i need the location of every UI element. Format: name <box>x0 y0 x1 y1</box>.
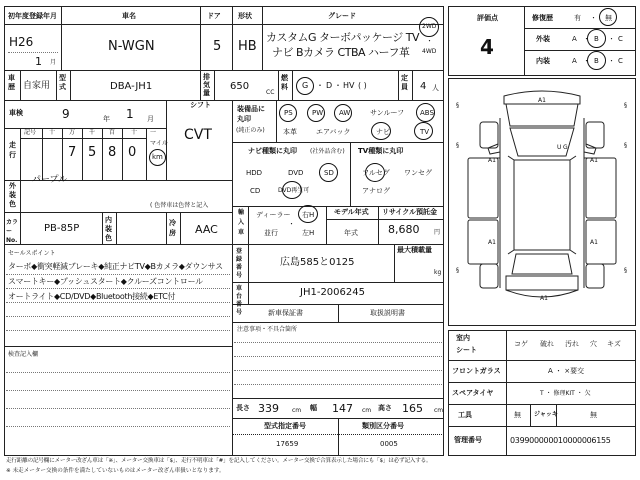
max-load-label: 最大積載量 <box>397 246 432 254</box>
grade-label: グレード <box>328 12 356 20</box>
mileage-label: 走行 <box>9 141 16 159</box>
fuel-label: 燃料 <box>281 74 288 91</box>
front-glass-value: A ・ ×要交 <box>548 367 585 375</box>
equipment-tv-circle <box>414 122 433 140</box>
mileage-digit-100: 8 <box>108 145 117 160</box>
footnote-line2: ※ 未走メーター交換の条件を満たしていないものはメーター改ざん車扱いとなります。 <box>6 468 225 474</box>
interior-grade-c: C <box>618 57 623 65</box>
equipment-abs-circle <box>416 103 435 122</box>
interior-grade-label: 内装 <box>536 57 550 65</box>
inspection-year: 9 <box>62 107 70 121</box>
equipment-leather: 本革 <box>283 128 297 136</box>
recycle-yen: 円 <box>434 229 441 236</box>
jack-value: 無 <box>590 411 597 419</box>
diagram-mark-a1-rear: A1 <box>540 295 548 302</box>
tv-analog: アナログ <box>362 187 390 195</box>
displacement-value: 650 <box>230 81 250 92</box>
type-value: DBA-JH1 <box>110 81 153 92</box>
fuel-sep2: ・ <box>334 81 342 90</box>
height-label: 高さ <box>378 404 392 412</box>
type-label: 型式 <box>59 74 66 91</box>
repair-none-circle <box>599 8 617 26</box>
model-year-label: モデル年式 <box>334 208 369 216</box>
exterior-grade-b: B <box>594 35 599 43</box>
equipment-aw: AW <box>339 109 351 117</box>
mileage-digit-10k: 7 <box>68 145 77 160</box>
drive-dot: ・ <box>426 37 433 45</box>
category-value: 0005 <box>380 440 398 448</box>
drive-4wd: 4WD <box>422 48 437 55</box>
inspection-month-unit: 月 <box>147 115 154 123</box>
navi-cd: CD <box>250 187 261 195</box>
registration-label: 登録番号 <box>236 248 243 279</box>
inspection-month: 1 <box>126 107 134 121</box>
use-label: 車歴 <box>8 74 15 91</box>
interior-sheet-label-1: 室内 <box>456 334 470 342</box>
grade-line1: カスタムG ターボパッケージ TV <box>266 31 420 44</box>
evaluation-label: 評価点 <box>477 14 498 22</box>
mileage-col-100k: 十 <box>49 129 56 136</box>
equipment-sunroof: サンルーフ <box>370 109 405 117</box>
interior-sheet-item-hole: 穴 <box>590 340 597 348</box>
fuel-hv: HV <box>343 81 355 90</box>
model-name: N-WGN <box>108 39 155 54</box>
mileage-digit-1k: 5 <box>88 145 97 160</box>
length-value: 339 <box>258 402 279 415</box>
tv-oneseg: ワンセグ <box>404 169 432 177</box>
fuel-paren: ( ) <box>358 81 367 90</box>
model-name-label: 車名 <box>122 12 136 20</box>
fuel-sep1: ・ <box>316 81 324 90</box>
inspection-label: 車検 <box>9 109 23 117</box>
navi-hdd: HDD <box>246 169 263 177</box>
width-value: 147 <box>332 402 353 415</box>
mileage-col-10k: 万 <box>69 129 76 136</box>
capacity-unit: 人 <box>432 84 439 92</box>
first-reg-month-unit: 月 <box>50 59 57 66</box>
displacement-label: 排気量 <box>203 73 210 97</box>
height-value: 165 <box>402 402 423 415</box>
shift-value: CVT <box>184 127 212 143</box>
width-label: 幅 <box>310 404 317 412</box>
interior-grade-sep1: ・ <box>583 57 590 65</box>
exterior-grade-a: A <box>572 35 577 43</box>
interior-sheet-item-burn: コゲ <box>514 340 528 348</box>
height-unit: cm <box>434 407 444 414</box>
exterior-grade-b-circle <box>587 29 606 48</box>
ac-label: 冷房 <box>169 219 176 237</box>
navi-sd: SD <box>324 169 334 177</box>
navi-type-title: ナビ種類に丸印 <box>248 147 297 155</box>
color-no-label: カラーNo. <box>6 219 19 244</box>
registration-value: 広島585と0125 <box>280 257 355 268</box>
equipment-aw-circle <box>334 104 352 122</box>
spare-tire-value: T ・ 修理KIT ・ 欠 <box>540 390 591 397</box>
equipment-title-sub: (純正のみ) <box>236 127 265 134</box>
mileage-col-1: 一 <box>150 129 157 136</box>
capacity-value: 4 <box>420 81 427 92</box>
diagram-mark-g: G <box>563 144 568 151</box>
mileage-unit-mile: マイル <box>150 140 168 147</box>
first-reg-label: 初年度登録年月 <box>8 12 57 20</box>
equipment-abs: ABS <box>420 109 434 117</box>
diagram-mark-u: U <box>557 144 562 151</box>
import-sep: ・ <box>288 220 295 228</box>
tv-fullseg: フルセグ <box>362 169 390 177</box>
grade-line2: ナビ Bカメラ CTBA ハーフ革 <box>272 46 410 59</box>
navi-sd-circle <box>319 163 338 182</box>
management-label: 管理番号 <box>454 436 482 444</box>
navi-dvd: DVD <box>288 169 304 177</box>
diagram-section-mr: § <box>624 142 627 149</box>
interior-grade-a: A <box>572 57 577 65</box>
drive-2wd-circle <box>419 17 439 37</box>
exterior-color-note: ( 色替車は色替と記入 <box>150 202 209 209</box>
fuel-g: G <box>302 81 309 90</box>
exterior-grade-sep1: ・ <box>583 35 590 43</box>
model-designation-value: 17659 <box>276 440 299 448</box>
repair-sep: ・ <box>590 14 597 22</box>
equipment-pw-circle <box>307 104 325 122</box>
mileage-col-1k: 千 <box>89 129 96 136</box>
front-glass-label: フロントガラス <box>452 367 501 375</box>
recycle-value: 8,680 <box>388 223 420 236</box>
equipment-pw: PW <box>312 109 324 117</box>
mileage-unit-km: km <box>152 153 163 161</box>
car-body-diagram <box>448 78 636 326</box>
width-unit: cm <box>362 407 372 414</box>
interior-sheet-item-tear: 破れ <box>540 340 554 348</box>
ac-value: AAC <box>195 223 218 236</box>
mileage-digit-10: 0 <box>128 145 137 160</box>
interior-sheet-label-2: シート <box>456 346 477 354</box>
diagram-mark-a1-right-rear: A1 <box>590 239 598 246</box>
sales-points-line1: ターボ◆衝突軽減ブレーキ◆純正ナビTV◆Bカメラ◆ダウンサス <box>8 262 223 271</box>
equipment-navi-circle <box>371 122 391 140</box>
points-note-label: 注意事項・不具合箇所 <box>237 326 298 333</box>
warranty-label: 新車保証書 <box>268 309 303 317</box>
interior-sheet-item-scratch: キズ <box>607 340 621 348</box>
navi-dvd-play: DVD再生可 <box>278 187 310 194</box>
doors: 5 <box>213 39 222 54</box>
manual-label: 取扱説明書 <box>370 309 405 317</box>
inspector-note-label: 検査記入欄 <box>8 351 39 358</box>
import-parallel: 並行 <box>264 229 278 237</box>
tools-value: 無 <box>514 411 521 419</box>
mileage-km-circle <box>149 149 166 166</box>
diagram-section-tr: § <box>624 102 627 109</box>
footnote-line1: 走行距離の記号欄にメーター改ざん車は「※」、メーター交換車は「$」、走行不明車は「#」を記入してください。メーター交換で合算表示した場合にも「$」は必ず記入する。 <box>6 458 432 464</box>
repair-have: 有 <box>574 14 581 22</box>
import-left-h: 左H <box>302 229 315 237</box>
body-label: 形状 <box>238 12 252 20</box>
interior-color-label: 内装色 <box>105 216 112 242</box>
exterior-color-value: パープル <box>32 175 68 185</box>
diagram-mark-a1-left-rear: A1 <box>488 239 496 246</box>
diagram-mark-a1-front: A1 <box>538 97 546 104</box>
model-year-value: 年式 <box>344 229 358 237</box>
interior-grade-sep2: ・ <box>608 57 615 65</box>
interior-sheet-item-stain: 汚れ <box>565 340 579 348</box>
exterior-color-label: 外装色 <box>9 182 16 208</box>
doors-label: ドア <box>207 12 221 20</box>
mileage-col-100: 百 <box>109 129 116 136</box>
management-value: 039900000010000006155 <box>510 436 611 445</box>
import-label-1: 輸 <box>238 209 245 216</box>
equipment-tv: TV <box>420 128 430 136</box>
inspection-year-unit: 年 <box>103 115 110 123</box>
equipment-title-2: 丸印 <box>237 115 251 123</box>
first-reg-era: H26 <box>9 35 34 49</box>
spare-tire-label: スペアタイヤ <box>452 389 494 397</box>
capacity-label: 定員 <box>401 74 408 91</box>
equipment-airbag: エアバック <box>316 128 351 136</box>
tv-type-title: TV種類に丸印 <box>358 147 404 155</box>
diagram-section-tl: § <box>456 102 459 109</box>
repair-label: 修復歴 <box>532 14 553 22</box>
diagram-section-br: § <box>624 267 627 274</box>
use-value: 自家用 <box>23 81 51 91</box>
drive-2wd: 2WD <box>422 23 437 30</box>
interior-grade-b-circle <box>587 51 606 70</box>
equipment-ps-circle <box>279 104 297 122</box>
exterior-grade-sep2: ・ <box>608 35 615 43</box>
mileage-col-symbol: 記号 <box>24 129 37 136</box>
first-reg-month: 1 <box>35 55 42 68</box>
import-right-h: 右H <box>302 211 315 219</box>
category-label: 類別区分番号 <box>362 422 404 430</box>
repair-none: 無 <box>605 14 612 22</box>
fuel-d: D <box>326 81 333 90</box>
equipment-title-1: 装備品に <box>237 105 265 113</box>
displacement-unit: CC <box>266 89 275 96</box>
diagram-mark-a1-right-front: A1 <box>590 157 598 164</box>
diagram-section-bl: § <box>456 267 459 274</box>
jack-label: ジャッキ <box>534 411 558 418</box>
mileage-col-10: 十 <box>131 129 138 136</box>
length-label: 長さ <box>236 404 250 412</box>
import-label-3: 車 <box>238 229 245 236</box>
import-right-h-circle <box>298 205 318 223</box>
chassis-value: JH1-2006245 <box>300 287 365 298</box>
import-dealer: ディーラー <box>256 211 291 219</box>
chassis-label: 車台番号 <box>236 285 243 316</box>
equipment-navi: ナビ <box>376 128 390 136</box>
evaluation-score: 4 <box>480 35 494 59</box>
tv-fullseg-circle <box>365 163 385 182</box>
exterior-grade-c: C <box>618 35 623 43</box>
sales-points-line2: スマートキー◆プッシュスタート◆クルーズコントロール <box>8 277 203 286</box>
model-designation-label: 型式指定番号 <box>264 422 306 430</box>
length-unit: cm <box>292 407 302 414</box>
color-no-value: PB-85P <box>44 223 80 234</box>
sales-points-label: セールスポイント <box>8 250 56 257</box>
tools-label: 工具 <box>458 411 472 419</box>
navi-dvd-play-circle <box>282 181 302 199</box>
shift-label: シフト <box>190 101 211 109</box>
interior-grade-b: B <box>594 57 599 65</box>
diagram-mark-a1-left-front: A1 <box>488 157 496 164</box>
max-load-kg: kg <box>434 269 442 276</box>
recycle-label: リサイクル預託金 <box>382 208 438 216</box>
sales-points-line3: オートライト◆CD/DVD◆Bluetooth接続◆ETC付 <box>8 292 176 301</box>
import-label-2: 入 <box>238 219 245 226</box>
body: HB <box>238 39 257 54</box>
navi-type-sub: (社外品含む) <box>310 148 345 155</box>
fuel-g-circle <box>296 77 314 95</box>
equipment-airbag-circle <box>322 122 342 140</box>
exterior-grade-label: 外装 <box>536 35 550 43</box>
diagram-section-ml: § <box>456 142 459 149</box>
equipment-ps: PS <box>284 109 293 117</box>
